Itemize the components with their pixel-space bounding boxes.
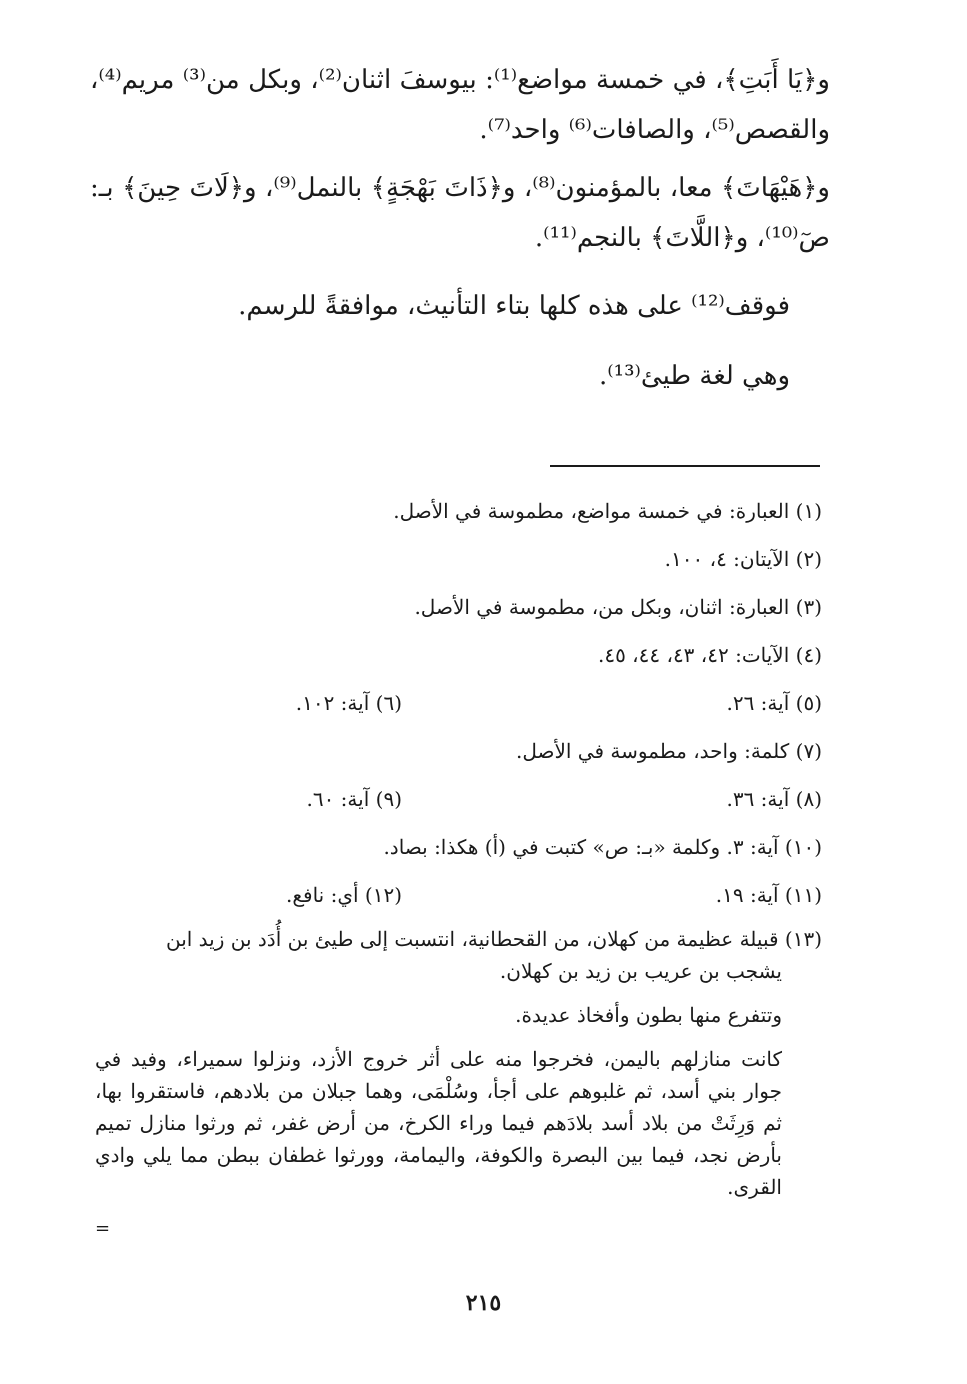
footnote-10: (١٠) آية: ٣. وكلمة «بـ: ص» كتبت في (أ) هكذا: بصاد. [383, 835, 822, 859]
footnotes [95, 487, 822, 1203]
paragraph-hayhata: و﴿هَيْهَاتَ﴾ معا، بالمؤمنون⁽⁸⁾، و﴿ذَاتَ بَهْجَةٍ﴾ بالنمل⁽⁹⁾، و﴿لَاتَ حِينَ﴾ بـ: صٓ⁽¹⁰⁾، و﴿اللَّاتَ﴾ بالنجم⁽¹¹⁾. [90, 173, 830, 253]
footnote-8: (٨) آية: ٣٦. [726, 787, 822, 811]
paragraph-ya-abati: و﴿يَا أَبَتِ﴾، في خمسة مواضع⁽¹⁾: بيوسفَ اثنان⁽²⁾، وبكل من⁽³⁾ مريم⁽⁴⁾، والقصص⁽⁵⁾، والصافات⁽⁶⁾ واحد⁽⁷⁾. [90, 65, 830, 145]
footnote-13-line-2: يشجب بن عريب بن زيد بن كهلان. [499, 959, 782, 983]
footnote-13-paragraph-2: وتتفرع منها بطون وأفخاذ عديدة. [515, 1003, 782, 1027]
main-text [90, 55, 830, 401]
footnote-3: (٣) العبارة: اثنان، وبكل من، مطموسة في الأصل. [414, 595, 822, 619]
footnote-1: (١) العبارة: في خمسة مواضع، مطموسة في الأصل. [393, 499, 822, 523]
footnote-4: (٤) الآيات: ٤٢، ٤٣، ٤٤، ٤٥. [597, 643, 822, 667]
paragraph-tayyi: وهي لغة طيئ⁽¹³⁾. [599, 361, 790, 391]
footnote-9: (٩) آية: ٦٠. [306, 787, 402, 811]
footnote-row-8-9 [95, 775, 822, 823]
footnote-row-5-6 [95, 679, 822, 727]
footnote-7: (٧) كلمة: واحد، مطموسة في الأصل. [515, 739, 822, 763]
footnote-6: (٦) آية: ١٠٢. [295, 691, 402, 715]
footnote-12: (١٢) أي: نافع. [286, 883, 402, 907]
page-number: ٢١٥ [465, 1290, 502, 1316]
footnote-2: (٢) الآيتان: ٤، ١٠٠. [664, 547, 822, 571]
footnote-13 [95, 923, 822, 1203]
footnote-13-line-1: (١٣) قبيلة عظيمة من كهلان، من القحطانية، انتسبت إلى طيئ بن أُدَد بن زيد ابن [165, 927, 822, 951]
footnote-13-paragraph-3: كانت منازلهم باليمن، فخرجوا منه على أثر خروج الأزد، ونزلوا سميراء، وفيد في جوار بني أسد، ثم غلبوهم على أجأ، وسُلْمَى، وهما جبلان من بلادهم، فاستقروا بها، ثم وَرِثَتْ من بلاد أسد بلادَهم فيما وراء الكرخ، من أرض غفر، ثم ورثوا منازل تميم بأرض نجد، فيما بين البصرة والكوفة، واليمامة، وورثوا غطفان ببطن مما يلي وادي القرى. [95, 1047, 782, 1199]
footnote-5: (٥) آية: ٢٦. [726, 691, 822, 715]
footnote-separator [550, 465, 820, 467]
footnote-row-11-12 [95, 871, 822, 919]
continuation-mark: = [95, 1218, 111, 1239]
paragraph-waqf: فوقف⁽¹²⁾ على هذه كلها بتاء التأنيث، موافقةً للرسم. [238, 291, 790, 321]
footnote-11: (١١) آية: ١٩. [715, 883, 822, 907]
